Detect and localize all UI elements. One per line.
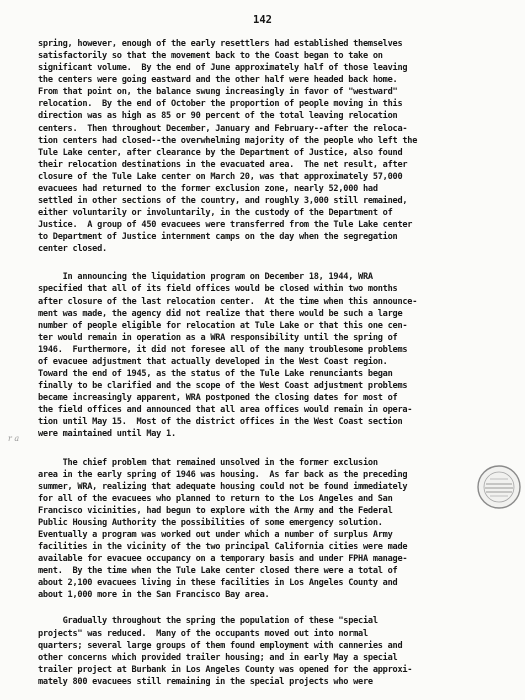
text-line: tion centers had closed--the overwhelming majority of the people who left the <box>38 135 418 146</box>
text-line: Tule Lake center, after clearance by the Department of Justice, also found <box>38 147 403 158</box>
text-line: Toward the end of 1945, as the status of the Tule Lake renunciants began <box>38 369 393 380</box>
text-line: settled in other sections of the country, and roughly 3,000 still remained, <box>38 196 408 207</box>
text-line: finally to be clarified and the scope of the West Coast adjustment problems <box>38 381 408 392</box>
text-line: significant volume. By the end of June approximately half of those leaving <box>38 63 408 74</box>
text-line: the field offices and announced that all area offices would remain in opera- <box>38 405 413 416</box>
text-line: about 2,100 evacuees living in these facilities in Los Angeles County and <box>38 578 398 589</box>
margin-annotation: r a <box>8 434 20 443</box>
text-line: closure of the Tule Lake center on March 20, was that approximately 57,000 <box>38 171 403 182</box>
text-line: for all of the evacuees who planned to return to the Los Angeles and San <box>38 493 393 504</box>
text-line: summer, WRA, realizing that adequate housing could not be found immediately <box>38 481 408 492</box>
text-line: were maintained until May 1. <box>38 429 176 440</box>
text-line: available for evacuee occupancy on a temporary basis and under FPHA manage- <box>38 554 408 565</box>
text-line: satisfactorily so that the movement back to the Coast began to take on <box>38 51 383 62</box>
text-line: Justice. A group of 450 evacuees were transferred from the Tule Lake center <box>38 220 413 231</box>
text-line: ment. By the time when the Tule Lake center closed there were a total of <box>38 566 398 577</box>
text-line: number of people eligible for relocation at Tule Lake or that this one cen- <box>38 320 408 331</box>
text-line: The chief problem that remained unsolved in the former exclusion <box>38 457 378 468</box>
text-line: other concerns which provided trailer housing; and in early May a special <box>38 652 398 663</box>
text-line: tion until May 15. Most of the district offices in the West Coast section <box>38 417 403 428</box>
text-line: Eventually a program was worked out under which a number of surplus Army <box>38 529 393 540</box>
text-line: facilities in the vicinity of the two principal California cities were made <box>38 542 408 553</box>
text-line: Gradually throughout the spring the population of these "special <box>38 616 378 627</box>
page-number: 142 <box>253 14 272 26</box>
text-line: projects" was reduced. Many of the occupants moved out into normal <box>38 628 368 639</box>
text-line: the centers were going eastward and the other half were headed back home. <box>38 75 398 86</box>
text-line: specified that all of its field offices would be closed within two months <box>38 284 398 295</box>
text-line: evacuees had returned to the former exclusion zone, nearly 52,000 had <box>38 183 378 194</box>
paragraph-2 <box>38 271 490 440</box>
text-line: trailer project at Burbank in Los Angeles County was opened for the approxi- <box>38 664 413 675</box>
text-line: to Department of Justice internment camps on the day when the segregation <box>38 232 398 243</box>
text-line: In announcing the liquidation program on December 18, 1944, WRA <box>38 272 373 283</box>
text-line: after closure of the last relocation center. At the time when this announce- <box>38 296 418 307</box>
text-line: Francisco vicinities, had begun to explore with the Army and the Federal <box>38 505 393 516</box>
paragraph-1 <box>38 38 490 255</box>
text-line: Public Housing Authority the possibilities of some emergency solution. <box>38 517 383 528</box>
text-line: their relocation destinations in the evacuated area. The net result, after <box>38 159 408 170</box>
body-text <box>38 38 490 688</box>
text-line: ter would remain in operation as a WRA responsibility until the spring of <box>38 332 398 343</box>
text-line: centers. Then throughout December, January and February--after the reloca- <box>38 123 408 134</box>
text-line: direction was as high as 85 or 90 percent of the total leaving relocation <box>38 111 398 122</box>
text-line: center closed. <box>38 244 107 255</box>
archive-stamp-seal <box>476 464 522 510</box>
text-line: quarters; several large groups of them found employment with canneries and <box>38 640 403 651</box>
text-line: about 1,000 more in the San Francisco Bay area. <box>38 590 270 601</box>
text-line: 1946. Furthermore, it did not foresee all of the many troublesome problems <box>38 344 408 355</box>
paragraph-4 <box>38 615 490 687</box>
paragraph-3 <box>38 457 490 602</box>
text-line: spring, however, enough of the early resettlers had established themselves <box>38 39 403 49</box>
text-line: became increasingly apparent, WRA postponed the closing dates for most of <box>38 393 398 404</box>
text-line: mately 800 evacuees still remaining in the special projects who were <box>38 676 373 687</box>
text-line: area in the early spring of 1946 was housing. As far back as the preceding <box>38 469 408 480</box>
text-line: ment was made, the agency did not realize that there would be such a large <box>38 308 403 319</box>
text-line: of evacuee adjustment that actually developed in the West Coast region. <box>38 356 388 367</box>
text-line: From that point on, the balance swung increasingly in favor of "westward" <box>38 87 398 98</box>
text-line: relocation. By the end of October the proportion of people moving in this <box>38 99 403 110</box>
text-line: either voluntarily or involuntarily, in the custody of the Department of <box>38 208 393 219</box>
